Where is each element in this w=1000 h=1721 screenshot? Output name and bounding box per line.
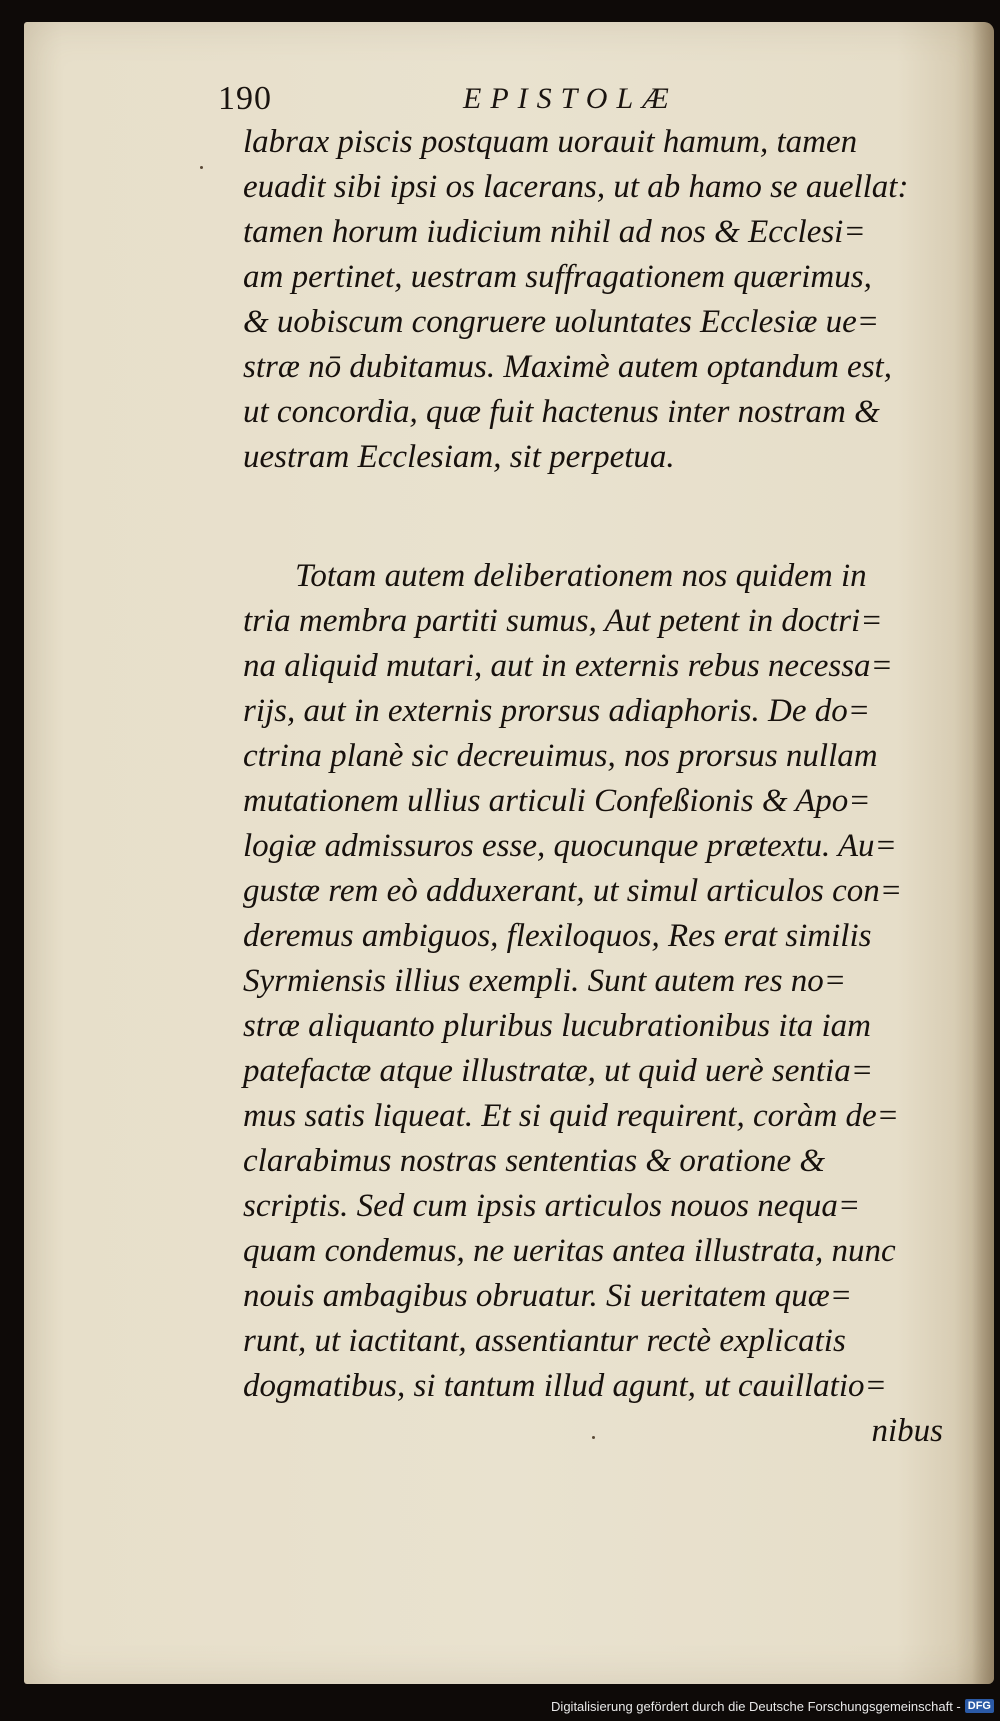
paper-speck bbox=[592, 1436, 595, 1439]
text-line: uestram Ecclesiam, sit perpetua. bbox=[243, 439, 675, 475]
text-line: am pertinet, uestram suffragationem quærimus, bbox=[243, 259, 872, 295]
text-line: stræ aliquanto pluribus lucubrationibus ita iam bbox=[243, 1008, 871, 1044]
text-line: ut concordia, quæ fuit hactenus inter nostram & bbox=[243, 394, 880, 430]
dfg-logo-icon: DFG bbox=[965, 1699, 994, 1713]
text-line: Totam autem deliberationem nos quidem in bbox=[295, 558, 867, 594]
running-title: EPISTOLÆ bbox=[463, 82, 678, 115]
text-line: quam condemus, ne ueritas antea illustrata, nunc bbox=[243, 1233, 896, 1269]
text-line: na aliquid mutari, aut in externis rebus necessa= bbox=[243, 648, 893, 684]
text-line: stræ nō dubitamus. Maximè autem optandum est, bbox=[243, 349, 892, 385]
text-line: & uobiscum congruere uoluntates Ecclesiæ ue= bbox=[243, 304, 880, 340]
page-edge-shadow bbox=[972, 22, 994, 1684]
text-line: logiæ admissuros esse, quocunque prætextu. Au= bbox=[243, 828, 897, 864]
text-line: ctrina planè sic decreuimus, nos prorsus nullam bbox=[243, 738, 878, 774]
footer-credit-text: Digitalisierung gefördert durch die Deutsche Forschungsgemeinschaft - bbox=[551, 1698, 961, 1714]
page-number: 190 bbox=[218, 80, 272, 117]
text-line: dogmatibus, si tantum illud agunt, ut cauillatio= bbox=[243, 1368, 887, 1404]
text-line: gustæ rem eò adduxerant, ut simul articulos con= bbox=[243, 873, 903, 909]
text-line: tria membra partiti sumus, Aut petent in doctri= bbox=[243, 603, 883, 639]
text-line: scriptis. Sed cum ipsis articulos nouos nequa= bbox=[243, 1188, 861, 1224]
paragraph-1 bbox=[243, 120, 943, 480]
text-line: patefactæ atque illustratæ, ut quid uerè sentia= bbox=[243, 1053, 873, 1089]
paragraph-2 bbox=[243, 554, 943, 1454]
text-line: runt, ut iactitant, assentiantur rectè explicatis bbox=[243, 1323, 846, 1359]
paper-speck bbox=[200, 166, 203, 169]
catchword: nibus bbox=[871, 1413, 943, 1449]
text-line: rijs, aut in externis prorsus adiaphoris. De do= bbox=[243, 693, 870, 729]
text-line: mus satis liqueat. Et si quid requirent, coràm de= bbox=[243, 1098, 899, 1134]
text-line: mutationem ullius articuli Confeßionis & Apo= bbox=[243, 783, 871, 819]
page-header bbox=[218, 80, 938, 124]
footer-credit bbox=[551, 1693, 994, 1719]
body-text bbox=[243, 120, 943, 1454]
text-line: Syrmiensis illius exempli. Sunt autem res no= bbox=[243, 963, 847, 999]
text-line: clarabimus nostras sententias & oratione & bbox=[243, 1143, 826, 1179]
paragraph-gap bbox=[243, 480, 943, 554]
text-line: euadit sibi ipsi os lacerans, ut ab hamo se auellat: bbox=[243, 169, 909, 205]
text-line: deremus ambiguos, flexiloquos, Res erat similis bbox=[243, 918, 872, 954]
text-line: labrax piscis postquam uorauit hamum, tamen bbox=[243, 124, 858, 160]
text-line: nouis ambagibus obruatur. Si ueritatem quæ= bbox=[243, 1278, 852, 1314]
text-line: tamen horum iudicium nihil ad nos & Ecclesi= bbox=[243, 214, 866, 250]
